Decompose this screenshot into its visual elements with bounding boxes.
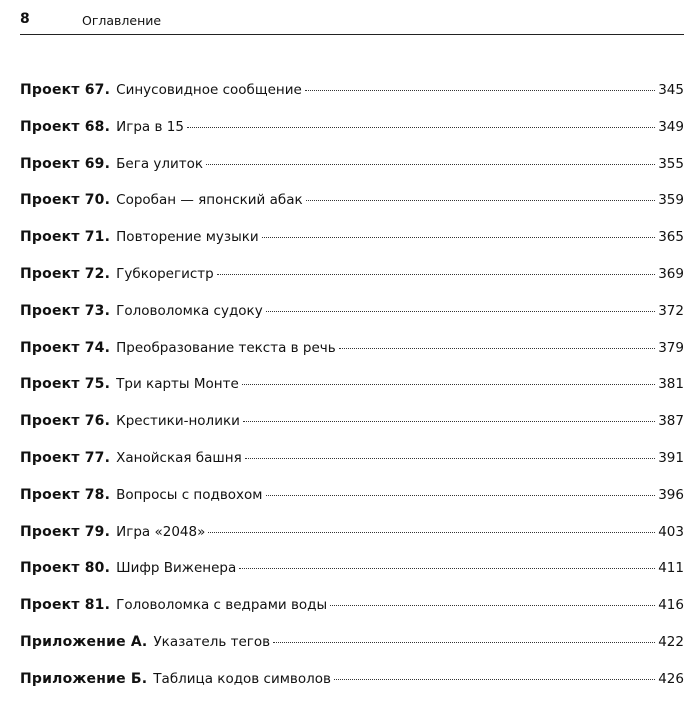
dot-leader <box>330 605 655 606</box>
page-header <box>20 10 684 35</box>
dot-leader <box>273 642 655 643</box>
entry-title: Три карты Монте <box>116 376 239 393</box>
entry-title: Шифр Виженера <box>116 560 237 577</box>
entry-label: Проект 80. <box>20 560 111 577</box>
entry-label: Проект 73. <box>20 302 111 319</box>
entry-label: Приложение А. <box>20 633 148 650</box>
entry-page-number: 359 <box>658 192 684 209</box>
table-of-contents <box>20 82 684 708</box>
dot-leader <box>208 532 655 533</box>
dot-leader <box>266 495 656 496</box>
entry-title: Ханойская башня <box>116 449 242 466</box>
entry-label: Приложение Б. <box>20 670 148 687</box>
toc-entry <box>20 192 684 229</box>
dot-leader <box>305 90 655 91</box>
entry-label: Проект 79. <box>20 523 111 540</box>
toc-entry <box>20 671 684 708</box>
dot-leader <box>262 237 656 238</box>
dot-leader <box>243 421 655 422</box>
entry-page-number: 396 <box>658 486 684 503</box>
toc-entry <box>20 340 684 377</box>
entry-label: Проект 78. <box>20 486 111 503</box>
dot-leader <box>306 200 656 201</box>
dot-leader <box>242 384 655 385</box>
entry-title: Губкорегистр <box>116 265 214 282</box>
entry-title: Головоломка с ведрами воды <box>116 597 328 614</box>
entry-label: Проект 75. <box>20 376 111 393</box>
dot-leader <box>245 458 656 459</box>
toc-entry <box>20 450 684 487</box>
entry-label: Проект 71. <box>20 229 111 246</box>
entry-page-number: 349 <box>658 118 684 135</box>
entry-page-number: 372 <box>658 302 684 319</box>
entry-page-number: 369 <box>658 265 684 282</box>
entry-label: Проект 74. <box>20 339 111 356</box>
page-number: 8 <box>20 11 30 27</box>
entry-title: Преобразование текста в речь <box>116 339 336 356</box>
toc-entry <box>20 597 684 634</box>
entry-title: Синусовидное сообщение <box>116 82 302 98</box>
toc-entry <box>20 376 684 413</box>
entry-page-number: 387 <box>658 413 684 430</box>
toc-entry <box>20 634 684 671</box>
entry-page-number: 355 <box>658 155 684 172</box>
entry-page-number: 381 <box>658 376 684 393</box>
dot-leader <box>339 348 656 349</box>
entry-label: Проект 72. <box>20 265 111 282</box>
entry-page-number: 426 <box>658 670 684 687</box>
entry-title: Вопросы с подвохом <box>116 486 263 503</box>
toc-entry <box>20 413 684 450</box>
toc-entry <box>20 156 684 193</box>
dot-leader <box>187 127 655 128</box>
dot-leader <box>239 568 655 569</box>
toc-entry <box>20 524 684 561</box>
toc-entry <box>20 560 684 597</box>
entry-page-number: 379 <box>658 339 684 356</box>
entry-label: Проект 70. <box>20 192 111 209</box>
entry-title: Крестики-нолики <box>116 413 240 430</box>
dot-leader <box>334 679 655 680</box>
entry-page-number: 411 <box>658 560 684 577</box>
toc-entry <box>20 119 684 156</box>
entry-page-number: 365 <box>658 229 684 246</box>
dot-leader <box>217 274 656 275</box>
entry-label: Проект 68. <box>20 118 111 135</box>
toc-entry <box>20 487 684 524</box>
running-title: Оглавление <box>82 13 162 28</box>
toc-entry <box>20 82 684 119</box>
entry-title: Игра «2048» <box>116 523 206 540</box>
entry-title: Бега улиток <box>116 155 204 172</box>
toc-entry <box>20 303 684 340</box>
entry-title: Соробан — японский абак <box>116 192 303 209</box>
entry-page-number: 391 <box>658 449 684 466</box>
entry-page-number: 416 <box>658 597 684 614</box>
toc-entry <box>20 229 684 266</box>
entry-title: Таблица кодов символов <box>153 670 331 687</box>
entry-title: Указатель тегов <box>153 633 271 650</box>
entry-title: Головоломка судоку <box>116 302 263 319</box>
toc-entry <box>20 266 684 303</box>
entry-title: Игра в 15 <box>116 118 184 135</box>
entry-label: Проект 67. <box>20 82 111 98</box>
entry-label: Проект 81. <box>20 597 111 614</box>
entry-page-number: 345 <box>658 82 684 98</box>
entry-page-number: 422 <box>658 633 684 650</box>
dot-leader <box>266 311 656 312</box>
entry-page-number: 403 <box>658 523 684 540</box>
entry-label: Проект 77. <box>20 449 111 466</box>
entry-title: Повторение музыки <box>116 229 259 246</box>
entry-label: Проект 76. <box>20 413 111 430</box>
dot-leader <box>206 164 655 165</box>
entry-label: Проект 69. <box>20 155 111 172</box>
